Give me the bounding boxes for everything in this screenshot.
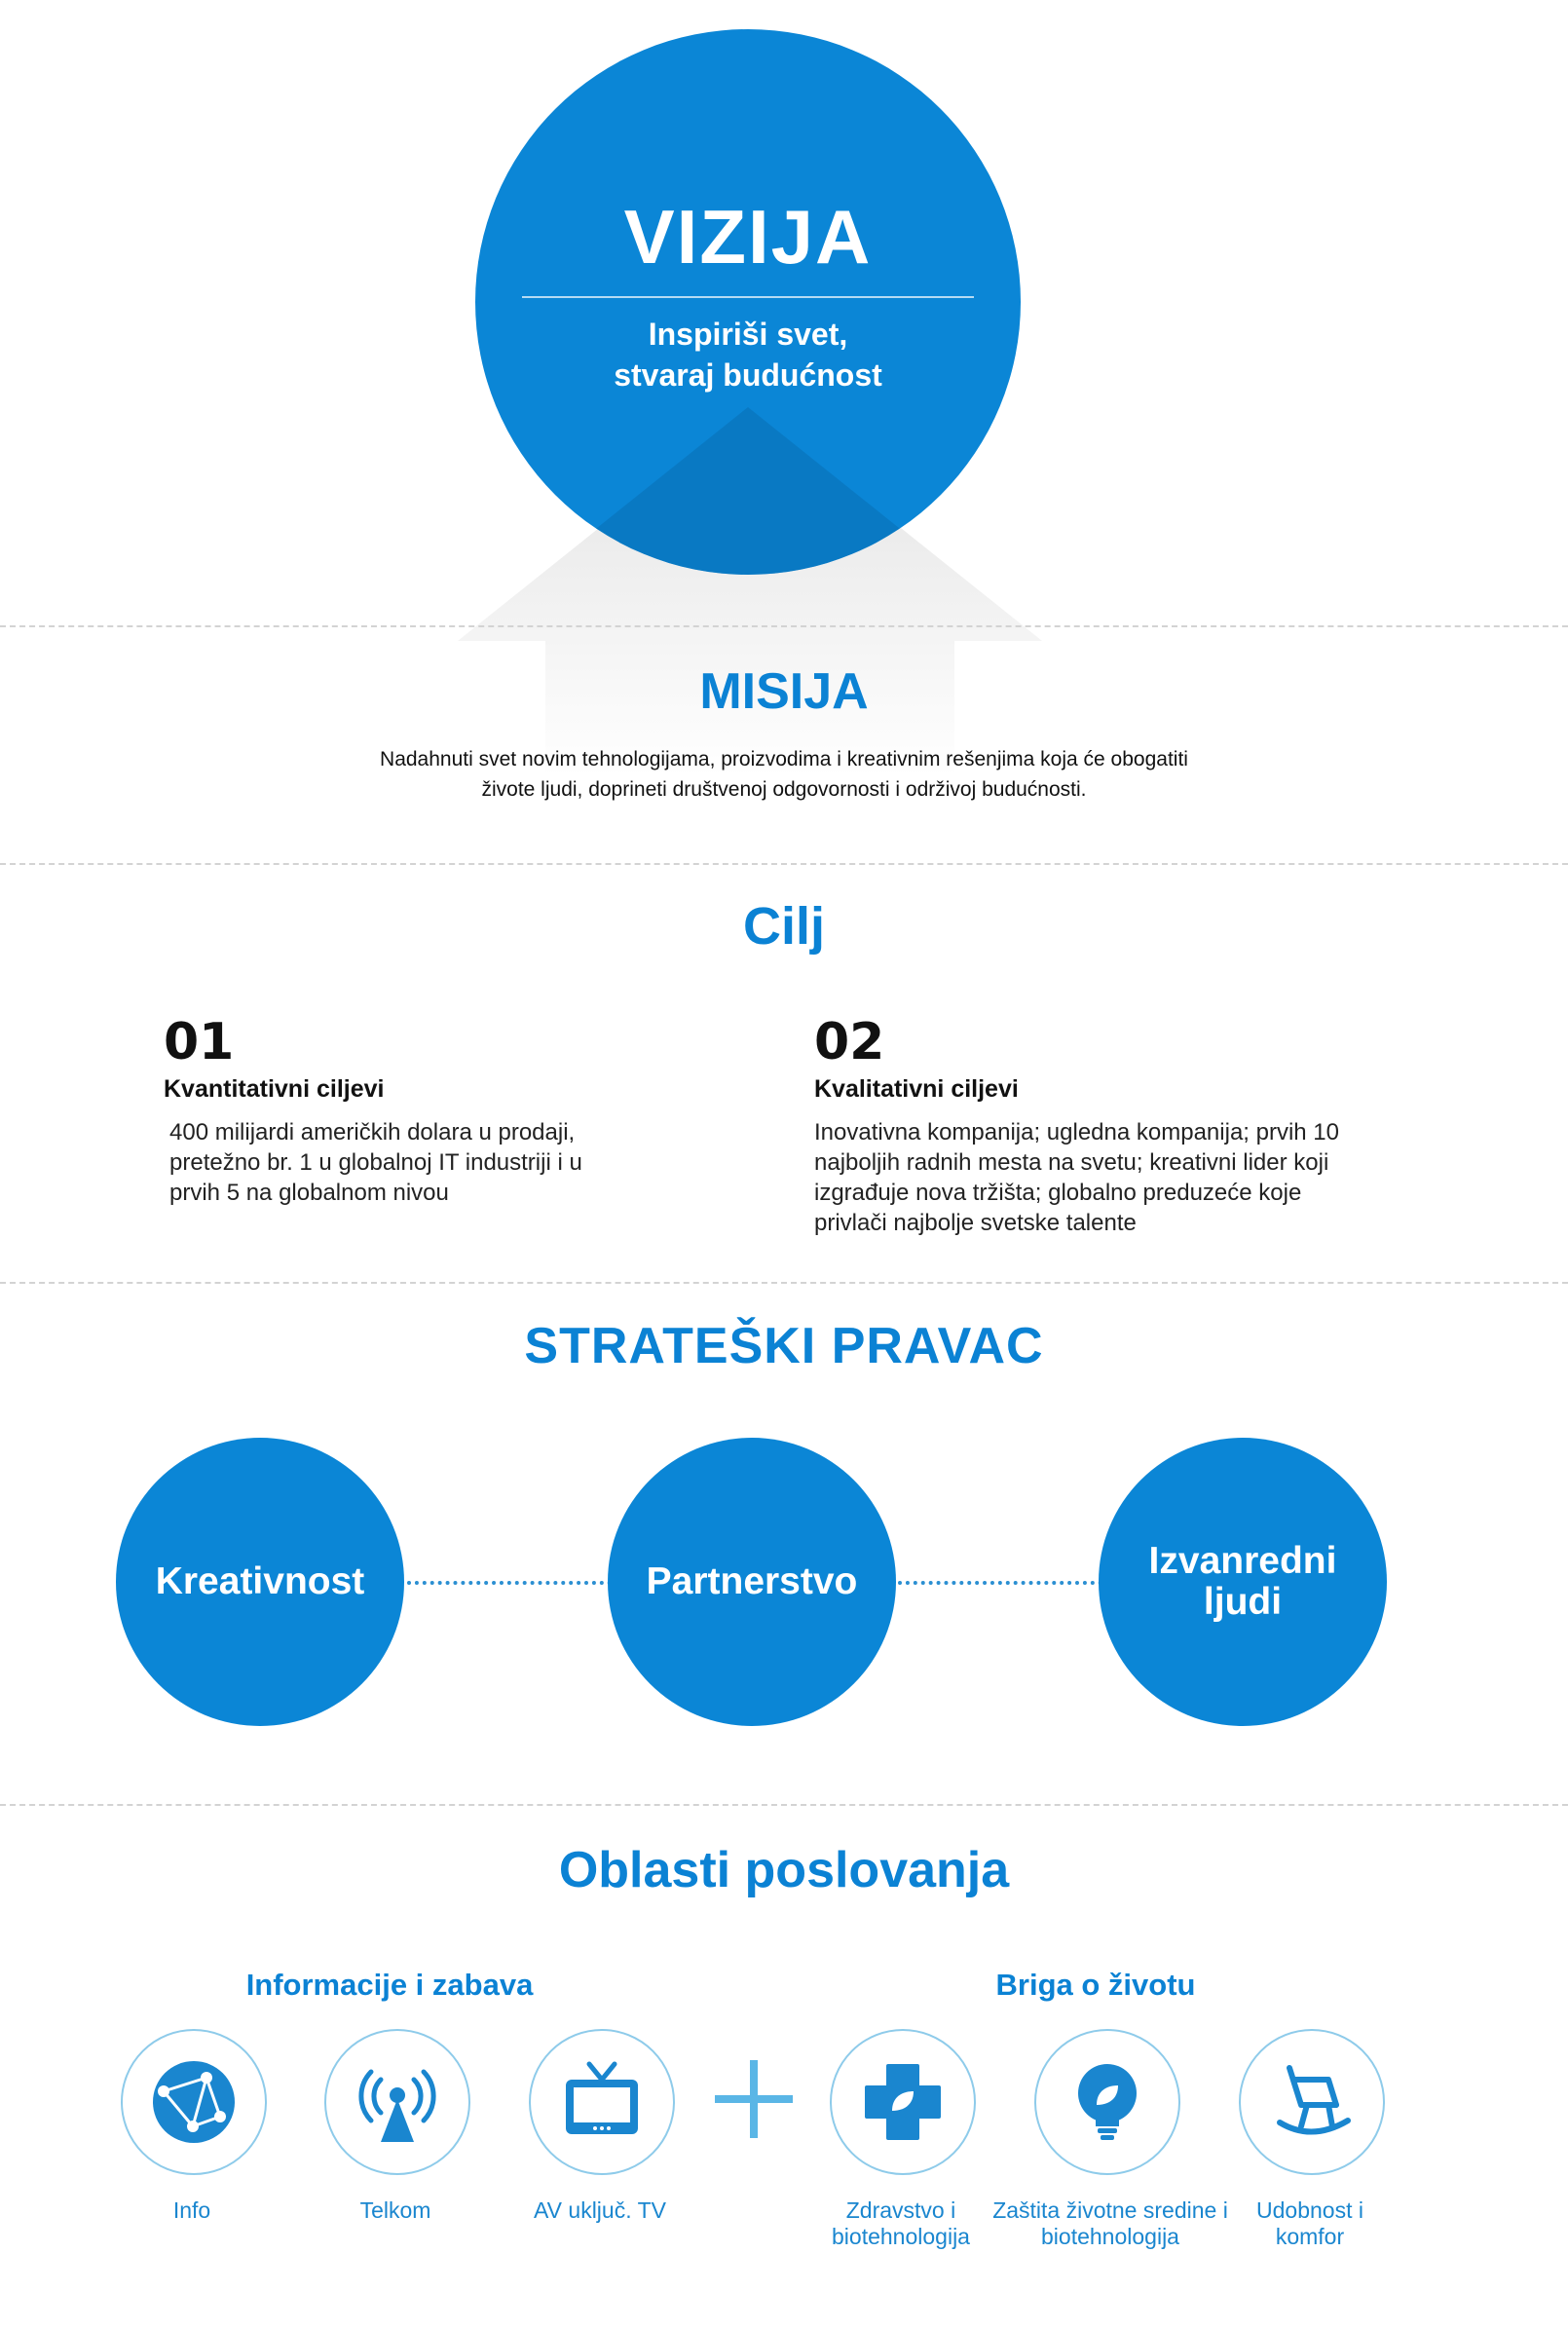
strategy-label: Partnerstvo — [646, 1560, 858, 1602]
goal-text-line: pretežno br. 1 u globalnoj IT industriji i u — [169, 1149, 582, 1176]
vision-divider — [522, 296, 974, 298]
area-label-line: komfor — [1275, 2224, 1345, 2249]
vision-circle — [475, 29, 1021, 575]
goal-item-qualitative — [814, 1013, 1418, 1238]
lightbulb-leaf-icon — [1034, 2029, 1180, 2175]
connector-dots — [898, 1581, 1102, 1585]
area-label: AV uključ. TV — [534, 2197, 666, 2223]
goal-text — [169, 1117, 715, 1208]
section-divider — [0, 625, 1568, 627]
goal-title: Cilj — [742, 897, 825, 956]
section-divider — [0, 863, 1568, 865]
goal-item-quantitative — [164, 1013, 715, 1208]
mission-text-line: Nadahnuti svet novim tehnologijama, proizvodima i kreativnim rešenjima koja će obogatiti — [380, 748, 1188, 770]
goal-text — [814, 1117, 1418, 1238]
vision-text-line: Inspiriši svet, — [648, 317, 848, 352]
strategy-label-line: Izvanredni — [1148, 1540, 1337, 1582]
rocking-chair-icon — [1239, 2029, 1385, 2175]
area-group-title: Informacije i zabava — [245, 1968, 534, 2002]
goal-text-line: privlači najbolje svetske talente — [814, 1210, 1137, 1236]
television-icon — [529, 2029, 675, 2175]
strategy-label: Kreativnost — [155, 1560, 365, 1602]
goal-number: 02 — [814, 1013, 885, 1071]
goal-text-line: 400 milijardi američkih dolara u prodaji, — [169, 1119, 576, 1145]
goal-text-line: Inovativna kompanija; ugledna kompanija; prvih 10 — [814, 1119, 1340, 1145]
globe-network-icon — [121, 2029, 267, 2175]
mission-title: MISIJA — [699, 663, 869, 720]
area-label-line: Udobnost i — [1256, 2197, 1363, 2223]
strategy-label — [1149, 1541, 1337, 1623]
connector-dots — [407, 1581, 612, 1585]
strategy-circle-partnership — [608, 1438, 896, 1726]
section-divider — [0, 1282, 1568, 1284]
mission-text — [273, 744, 1295, 805]
goal-subtitle: Kvalitativni ciljevi — [814, 1075, 1019, 1103]
area-group-title: Briga o životu — [995, 1968, 1196, 2002]
goal-text-line: najboljih radnih mesta na svetu; kreativni lider koji — [814, 1149, 1329, 1176]
goal-subtitle: Kvantitativni ciljevi — [164, 1075, 385, 1103]
mission-text-line: živote ljudi, doprineti društvenoj odgovornosti i održivoj budućnosti. — [481, 778, 1087, 801]
area-label-line: biotehnologija — [1041, 2224, 1179, 2249]
strategy-circle-people — [1099, 1438, 1387, 1726]
areas-title: Oblasti poslovanja — [558, 1842, 1010, 1898]
medical-cross-leaf-icon — [830, 2029, 976, 2175]
area-label — [1188, 2197, 1432, 2250]
goal-text-line: prvih 5 na globalnom nivou — [169, 1180, 449, 1206]
plus-icon — [715, 2060, 793, 2138]
goal-number: 01 — [164, 1013, 235, 1071]
area-label-line: Zdravstvo i — [845, 2197, 956, 2223]
goal-text-line: izgrađuje nova tržišta; globalno preduzeće koje — [814, 1180, 1302, 1206]
section-divider — [0, 1804, 1568, 1806]
area-label-line: Zaštita životne sredine i — [992, 2197, 1228, 2223]
vision-title: VIZIJA — [623, 194, 873, 280]
strategy-label-line: ljudi — [1203, 1581, 1283, 1623]
strategy-circle-creativity — [116, 1438, 404, 1726]
vision-text-line: stvaraj budućnost — [614, 357, 882, 393]
area-label: Telkom — [359, 2197, 431, 2223]
area-label-line: biotehnologija — [832, 2224, 970, 2249]
strategy-title: STRATEŠKI PRAVAC — [524, 1318, 1044, 1374]
area-label: Info — [172, 2197, 211, 2223]
vision-text — [475, 314, 1021, 395]
antenna-tower-icon — [324, 2029, 470, 2175]
arrow-tip-overlay — [475, 29, 1021, 575]
